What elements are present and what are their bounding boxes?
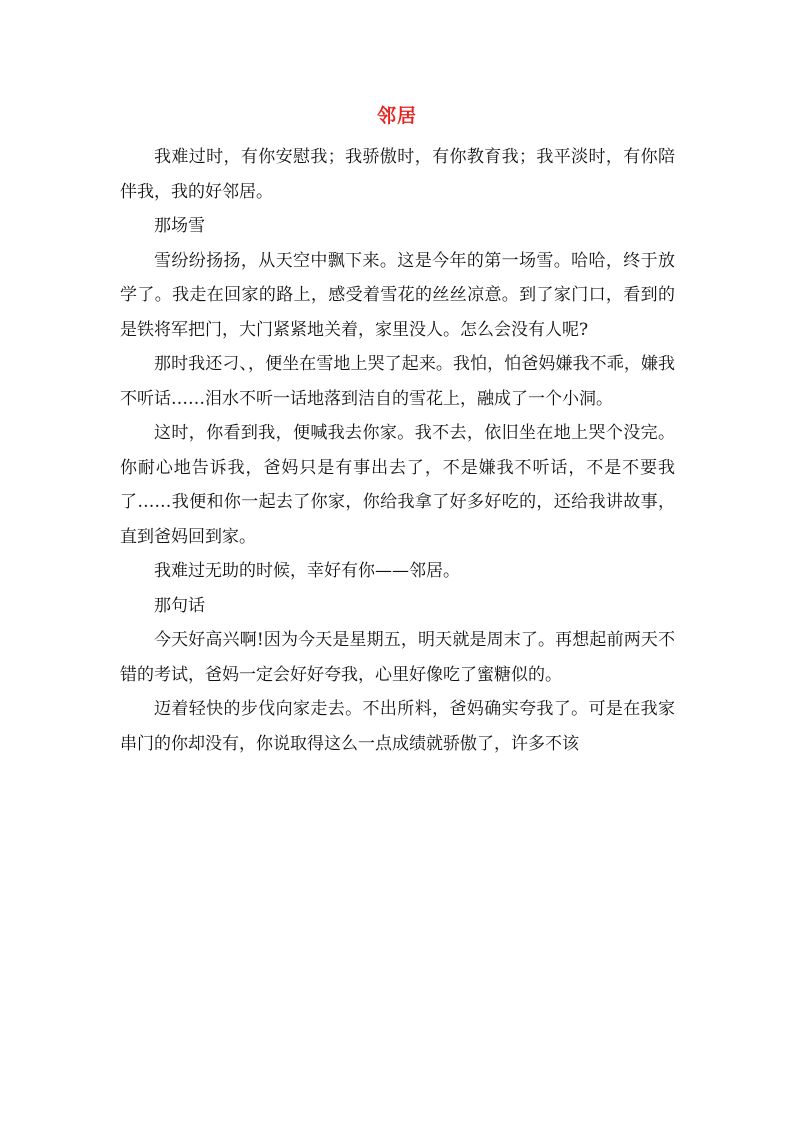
paragraph-snow-falling: 雪纷纷扬扬，从天空中飘下来。这是今年的第一场雪。哈哈，终于放学了。我走在回家的路上，感受着雪花的丝丝凉意。到了家门口，看到的是铁将军把门，大门紧紧地关着，家里没人。怎么会没有人呢? xyxy=(120,250,675,340)
section-heading-words: 那句话 xyxy=(154,595,205,616)
section-heading-snow: 那场雪 xyxy=(154,216,205,236)
document-body xyxy=(120,140,675,761)
paragraph-crying: 那时我还刁、，便坐在雪地上哭了起来。我怕，怕爸妈嫌我不乖，嫌我不听话……泪水不听一话地落到洁自的雪花上，融成了一个小洞。 xyxy=(120,354,675,409)
paragraph-praise: 迈着轻快的步伐向家走去。不出所料，爸妈确实夸我了。可是在我家串门的你却没有，你说取得这么一点成绩就骄傲了，许多不该 xyxy=(120,699,675,754)
paragraph-friday: 今天好高兴啊!因为今天是星期五，明天就是周末了。再想起前两天不错的考试，爸妈一定会好好夸我，心里好像吃了蜜糖似的。 xyxy=(120,630,675,685)
paragraph-gratitude: 我难过无助的时候，幸好有你——邻居。 xyxy=(154,561,460,581)
paragraph-neighbor-help: 这时，你看到我，便喊我去你家。我不去，依旧坐在地上哭个没完。你耐心地告诉我，爸妈只是有事出去了，不是嫌我不听话，不是不要我了……我便和你一起去了你家，你给我拿了好多好吃的，还给我讲故事，直到爸妈回到家。 xyxy=(120,423,675,547)
paragraph-intro: 我难过时，有你安慰我；我骄傲时，有你教育我；我平淡时，有你陪伴我，我的好邻居。 xyxy=(120,147,675,202)
page-title: 邻居 xyxy=(376,105,417,127)
